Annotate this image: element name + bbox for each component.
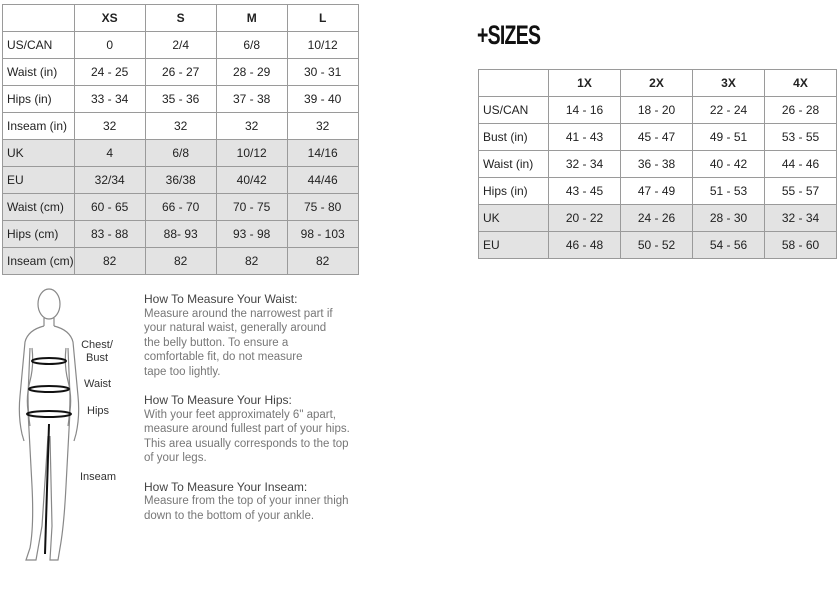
table-row	[479, 124, 837, 151]
table-cell: 6/8	[145, 140, 216, 167]
table-row	[3, 167, 359, 194]
table-cell: 82	[74, 248, 145, 275]
table-cell: 32 - 34	[549, 151, 621, 178]
table-cell: 44 - 46	[765, 151, 837, 178]
instruction-line: tape too lightly.	[144, 365, 221, 378]
column-header: XS	[74, 5, 145, 32]
table-cell: 50 - 52	[621, 232, 693, 259]
table-row	[3, 59, 359, 86]
table-cell: 46 - 48	[549, 232, 621, 259]
table-cell: 41 - 43	[549, 124, 621, 151]
instruction-line: Measure around the narrowest part if	[144, 307, 333, 320]
instruction-line: your natural waist, generally around	[144, 322, 327, 334]
instruction-line: down to the bottom of your ankle.	[144, 509, 315, 522]
instruction-heading: How To Measure Your Hips:	[144, 393, 292, 407]
instruction-line: measure around fullest part of your hips.	[144, 423, 350, 435]
column-header: 2X	[621, 70, 693, 97]
row-label: Inseam (in)	[3, 113, 75, 140]
instruction-block	[144, 393, 374, 466]
body-measurement-figure	[8, 286, 126, 568]
table-cell: 32/34	[74, 167, 145, 194]
table-cell: 70 - 75	[216, 194, 287, 221]
table-cell: 40/42	[216, 167, 287, 194]
table-cell: 58 - 60	[765, 232, 837, 259]
instruction-line: comfortable fit, do not measure	[144, 351, 303, 363]
table-row	[3, 194, 359, 221]
table-cell: 40 - 42	[693, 151, 765, 178]
table-cell: 2/4	[145, 32, 216, 59]
row-label: Hips (in)	[3, 86, 75, 113]
table-cell: 82	[145, 248, 216, 275]
row-label: Waist (in)	[479, 151, 549, 178]
hips-label: Hips	[87, 405, 110, 417]
table-cell: 82	[216, 248, 287, 275]
table-cell: 53 - 55	[765, 124, 837, 151]
table-cell: 39 - 40	[287, 86, 358, 113]
table-cell: 0	[74, 32, 145, 59]
table-cell: 60 - 65	[74, 194, 145, 221]
row-label: Waist (in)	[3, 59, 75, 86]
instruction-line: With your feet approximately 6" apart,	[144, 408, 337, 421]
row-label: Bust (in)	[479, 124, 549, 151]
inseam-label: Inseam	[80, 471, 117, 483]
table-cell: 22 - 24	[693, 97, 765, 124]
table-cell: 30 - 31	[287, 59, 358, 86]
instruction-line: Measure from the top of your inner thigh	[144, 495, 349, 507]
table-cell: 47 - 49	[621, 178, 693, 205]
chest-bust-label: Chest/ Bust	[81, 339, 113, 364]
table-row	[479, 232, 837, 259]
size-chart-table	[2, 4, 359, 275]
table-cell: 49 - 51	[693, 124, 765, 151]
row-label: UK	[479, 205, 549, 232]
table-cell: 75 - 80	[287, 194, 358, 221]
row-label: Hips (cm)	[3, 221, 75, 248]
instruction-block	[144, 292, 374, 379]
table-row	[3, 221, 359, 248]
table-row	[479, 151, 837, 178]
table-row	[3, 248, 359, 275]
instruction-line: of your legs.	[144, 452, 207, 464]
table-cell: 83 - 88	[74, 221, 145, 248]
instruction-heading: How To Measure Your Inseam:	[144, 479, 308, 494]
table-cell: 10/12	[216, 140, 287, 167]
table-cell: 32	[216, 113, 287, 140]
row-label: Waist (cm)	[3, 194, 75, 221]
plus-size-chart-table	[478, 69, 837, 259]
table-row	[3, 32, 359, 59]
table-cell: 32	[145, 113, 216, 140]
column-header: 1X	[549, 70, 621, 97]
column-header: L	[287, 5, 358, 32]
table-cell: 28 - 30	[693, 205, 765, 232]
table-cell: 6/8	[216, 32, 287, 59]
table-cell: 54 - 56	[693, 232, 765, 259]
table-cell: 45 - 47	[621, 124, 693, 151]
waist-label: Waist	[84, 378, 112, 390]
table-cell: 10/12	[287, 32, 358, 59]
table-cell: 14 - 16	[549, 97, 621, 124]
table-cell: 43 - 45	[549, 178, 621, 205]
table-cell: 93 - 98	[216, 221, 287, 248]
row-label: EU	[3, 167, 75, 194]
table-cell: 4	[74, 140, 145, 167]
table-cell: 26 - 28	[765, 97, 837, 124]
table-cell: 37 - 38	[216, 86, 287, 113]
table-row	[3, 113, 359, 140]
row-label: US/CAN	[479, 97, 549, 124]
table-cell: 51 - 53	[693, 178, 765, 205]
table-cell: 32 - 34	[765, 205, 837, 232]
plus-sizes-title: +SIZES	[477, 20, 541, 50]
column-header	[3, 5, 75, 32]
body-silhouette-icon	[8, 286, 126, 568]
instruction-block	[144, 480, 374, 524]
column-header: 3X	[693, 70, 765, 97]
table-cell: 36/38	[145, 167, 216, 194]
row-label: UK	[3, 140, 75, 167]
table-cell: 26 - 27	[145, 59, 216, 86]
instruction-heading: How To Measure Your Waist:	[144, 292, 298, 306]
row-label: US/CAN	[3, 32, 75, 59]
column-header	[479, 70, 549, 97]
table-cell: 98 - 103	[287, 221, 358, 248]
table-cell: 36 - 38	[621, 151, 693, 178]
table-cell: 32	[287, 113, 358, 140]
table-row	[479, 97, 837, 124]
table-row	[3, 140, 359, 167]
table-cell: 82	[287, 248, 358, 275]
table-cell: 18 - 20	[621, 97, 693, 124]
table-cell: 28 - 29	[216, 59, 287, 86]
row-label: Hips (in)	[479, 178, 549, 205]
column-header: S	[145, 5, 216, 32]
column-header: 4X	[765, 70, 837, 97]
table-row	[3, 86, 359, 113]
table-cell: 44/46	[287, 167, 358, 194]
column-header: M	[216, 5, 287, 32]
measurement-instructions	[144, 292, 374, 537]
table-cell: 20 - 22	[549, 205, 621, 232]
table-cell: 14/16	[287, 140, 358, 167]
row-label: EU	[479, 232, 549, 259]
table-cell: 55 - 57	[765, 178, 837, 205]
table-row	[479, 205, 837, 232]
row-label: Inseam (cm)	[3, 248, 75, 275]
table-cell: 33 - 34	[74, 86, 145, 113]
table-cell: 35 - 36	[145, 86, 216, 113]
instruction-line: This area usually corresponds to the top	[144, 437, 349, 450]
table-cell: 24 - 26	[621, 205, 693, 232]
instruction-line: the belly button. To ensure a	[144, 336, 289, 349]
table-cell: 32	[74, 113, 145, 140]
table-row	[479, 178, 837, 205]
table-cell: 24 - 25	[74, 59, 145, 86]
table-cell: 88- 93	[145, 221, 216, 248]
table-cell: 66 - 70	[145, 194, 216, 221]
